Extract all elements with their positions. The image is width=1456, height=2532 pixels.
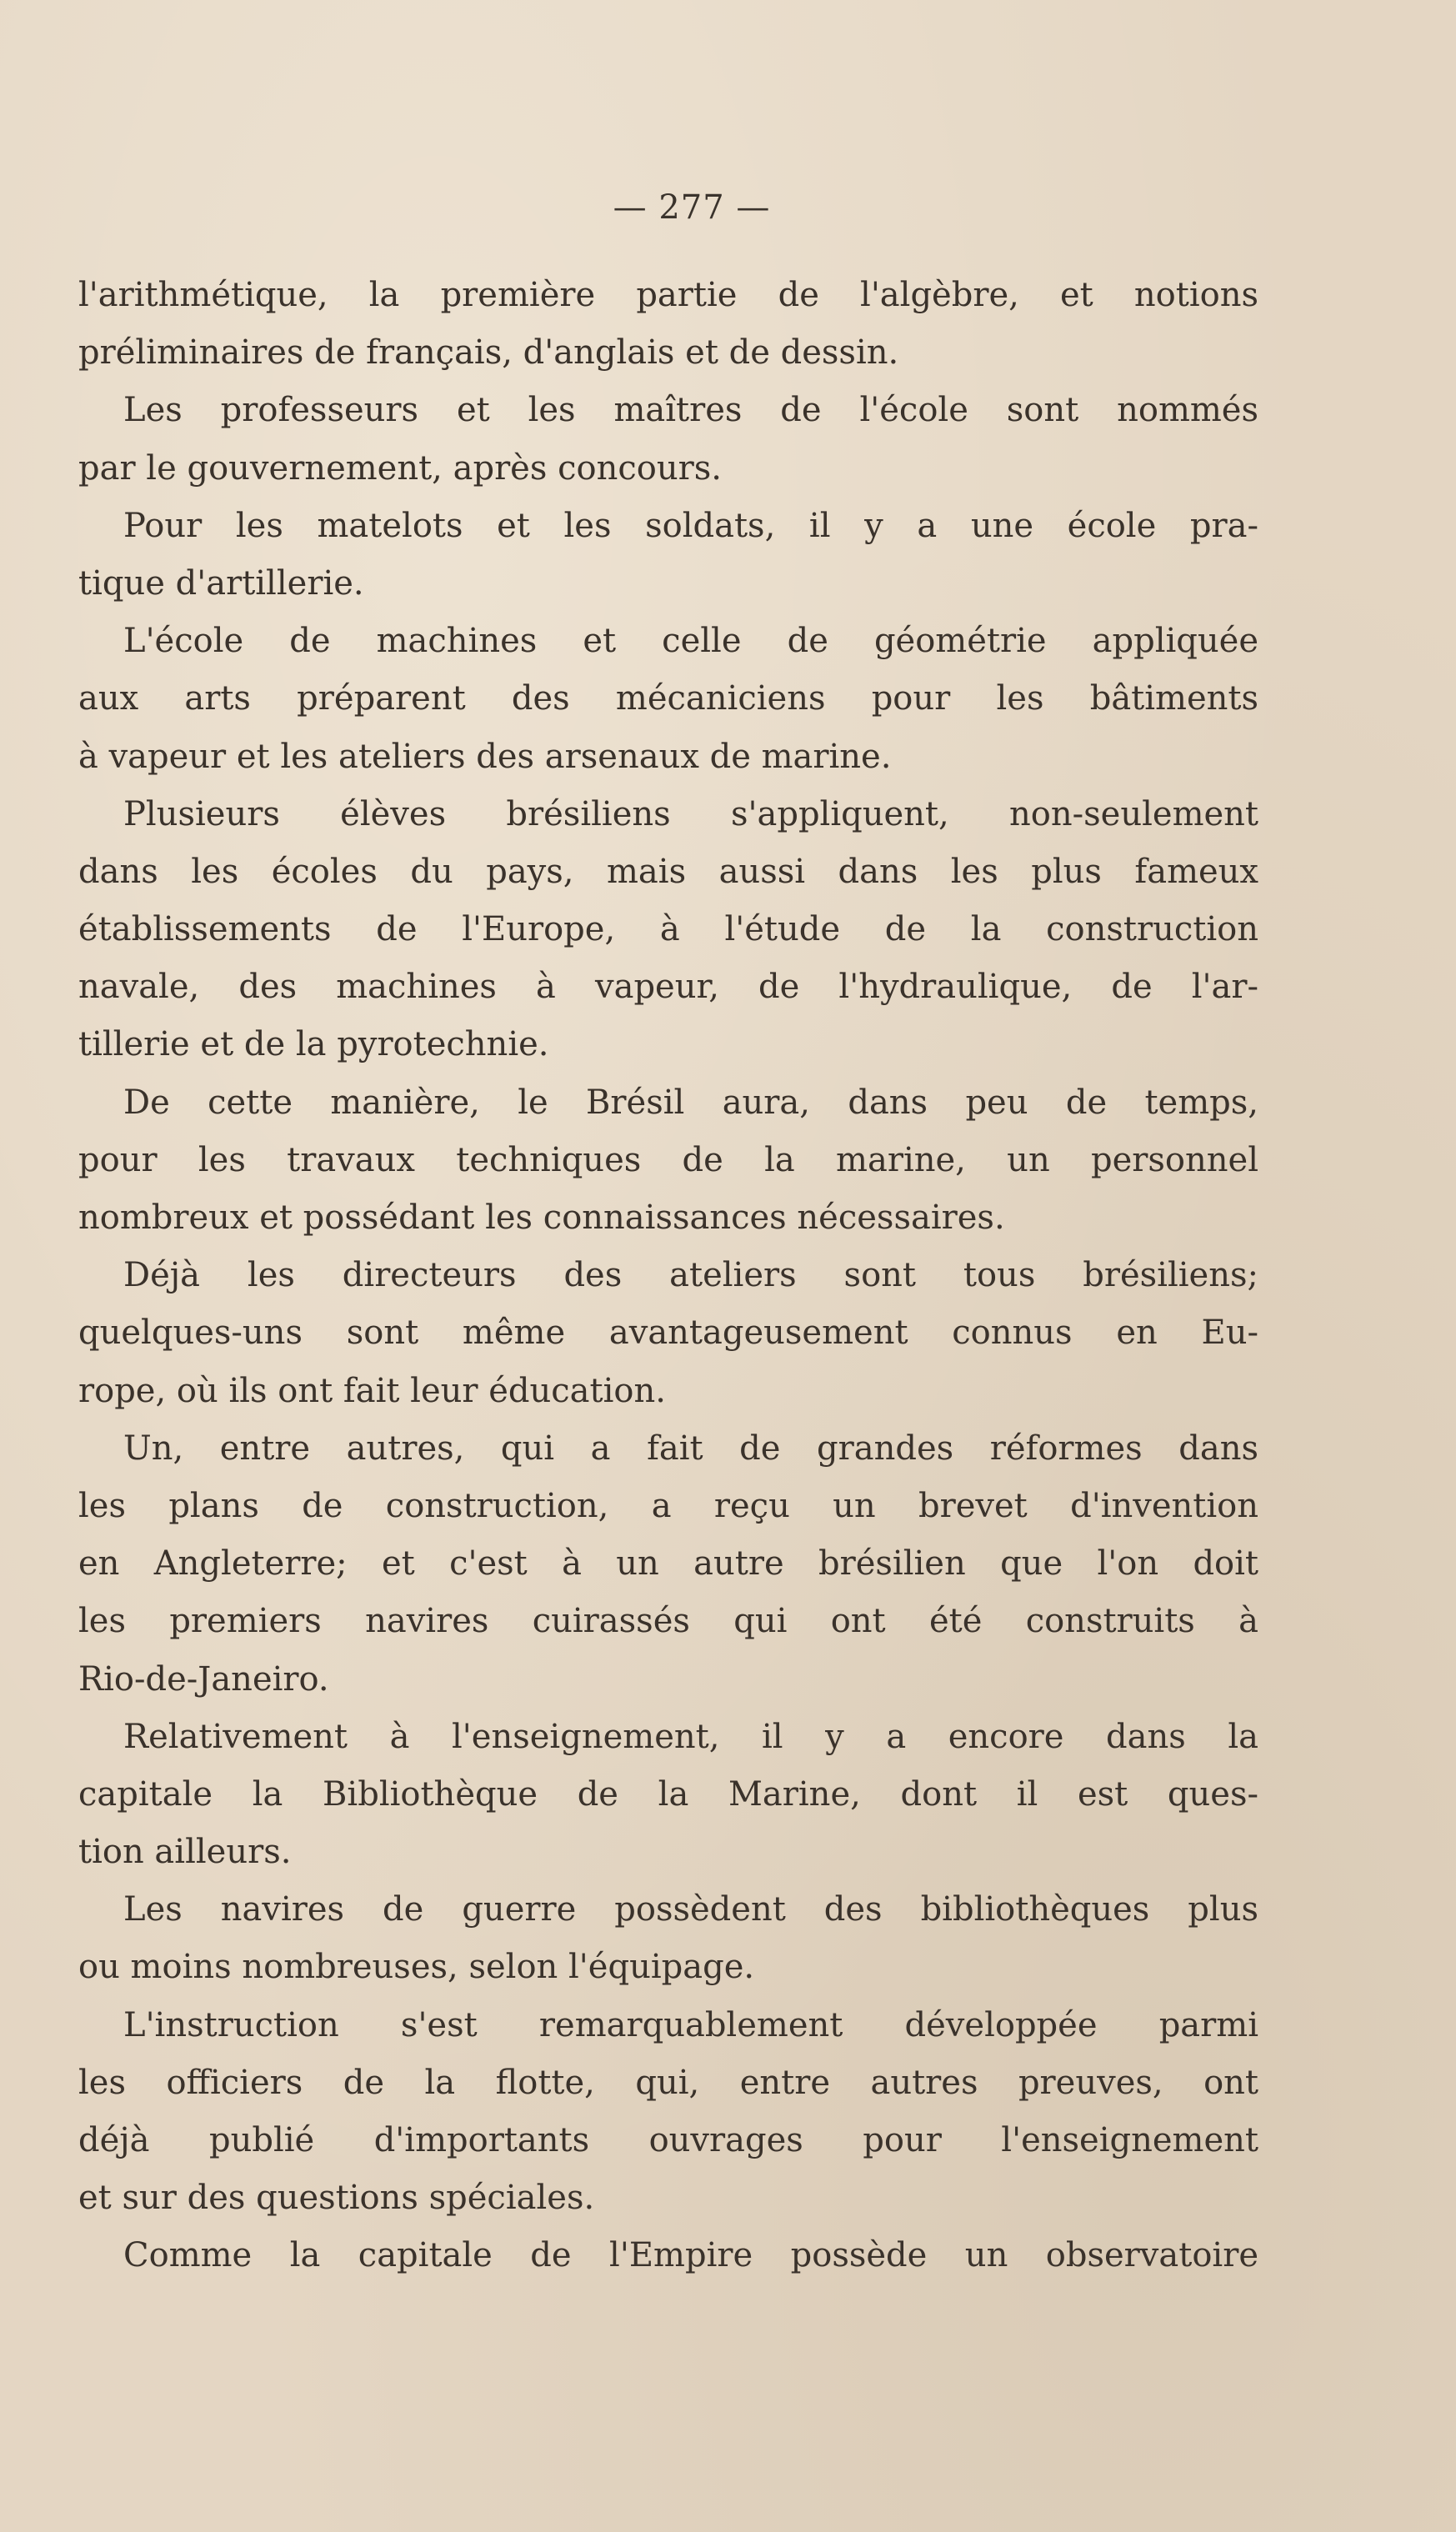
- text-line: navale, des machines à vapeur, de l'hydraulique, de l'ar-: [78, 968, 1258, 1007]
- text-line: dans les écoles du pays, mais aussi dans les plus fameux: [78, 852, 1258, 891]
- text-line: L'instruction s'est remarquablement développée parmi: [123, 2005, 1258, 2044]
- text-line: à vapeur et les ateliers des arsenaux de marine.: [78, 737, 892, 776]
- text-line: quelques-uns sont même avantageusement connus en Eu-: [78, 1314, 1258, 1353]
- text-line: les premiers navires cuirassés qui ont été construits à: [78, 1602, 1258, 1641]
- text-line: déjà publié d'importants ouvrages pour l'enseignement: [78, 2121, 1258, 2159]
- text-line: l'arithmétique, la première partie de l'algèbre, et notions: [78, 276, 1258, 314]
- text-line: capitale la Bibliothèque de la Marine, dont il est ques-: [78, 1774, 1258, 1814]
- text-line: Relativement à l'enseignement, il y a encore dans la: [123, 1717, 1258, 1756]
- text-line: les officiers de la flotte, qui, entre autres preuves, ont: [78, 2063, 1258, 2102]
- text-line: par le gouvernement, après concours.: [78, 448, 722, 488]
- text-line: Pour les matelots et les soldats, il y a une école pra-: [123, 506, 1258, 545]
- text-line: ou moins nombreuses, selon l'équipage.: [78, 1948, 755, 1987]
- text-line: et sur des questions spéciales.: [78, 2179, 595, 2218]
- text-line: Plusieurs élèves brésiliens s'appliquent, non-seulement: [123, 794, 1258, 833]
- page-number: — 277 —: [613, 188, 771, 227]
- text-line: établissements de l'Europe, à l'étude de la construction: [78, 910, 1258, 949]
- text-line: pour les travaux techniques de la marine, un personnel: [78, 1140, 1258, 1179]
- text-line: Un, entre autres, qui a fait de grandes réformes dans: [123, 1429, 1258, 1468]
- text-line: en Angleterre; et c'est à un autre brésilien que l'on doit: [78, 1544, 1258, 1584]
- text-line: Les professeurs et les maîtres de l'école sont nommés: [123, 391, 1258, 430]
- text-line: Rio-de-Janeiro.: [78, 1659, 329, 1699]
- body-text: [78, 267, 1258, 2285]
- text-line: L'école de machines et celle de géométrie appliquée: [123, 622, 1258, 661]
- text-line: aux arts préparent des mécaniciens pour les bâtiments: [78, 679, 1258, 718]
- text-line: nombreux et possédant les connaissances nécessaires.: [78, 1198, 1005, 1237]
- text-line: De cette manière, le Brésil aura, dans peu de temps,: [123, 1083, 1258, 1122]
- text-line: Les navires de guerre possèdent des bibliothèques plus: [123, 1890, 1258, 1929]
- text-line: Déjà les directeurs des ateliers sont tous brésiliens;: [123, 1256, 1258, 1295]
- text-line: préliminaires de français, d'anglais et de dessin.: [78, 333, 899, 373]
- text-line: tion ailleurs.: [78, 1833, 292, 1872]
- text-line: rope, où ils ont fait leur éducation.: [78, 1371, 666, 1410]
- text-line: les plans de construction, a reçu un brevet d'invention: [78, 1486, 1258, 1525]
- text-line: tillerie et de la pyrotechnie.: [78, 1025, 549, 1064]
- text-line: Comme la capitale de l'Empire possède un observatoire: [123, 2236, 1258, 2275]
- text-line: tique d'artillerie.: [78, 563, 364, 603]
